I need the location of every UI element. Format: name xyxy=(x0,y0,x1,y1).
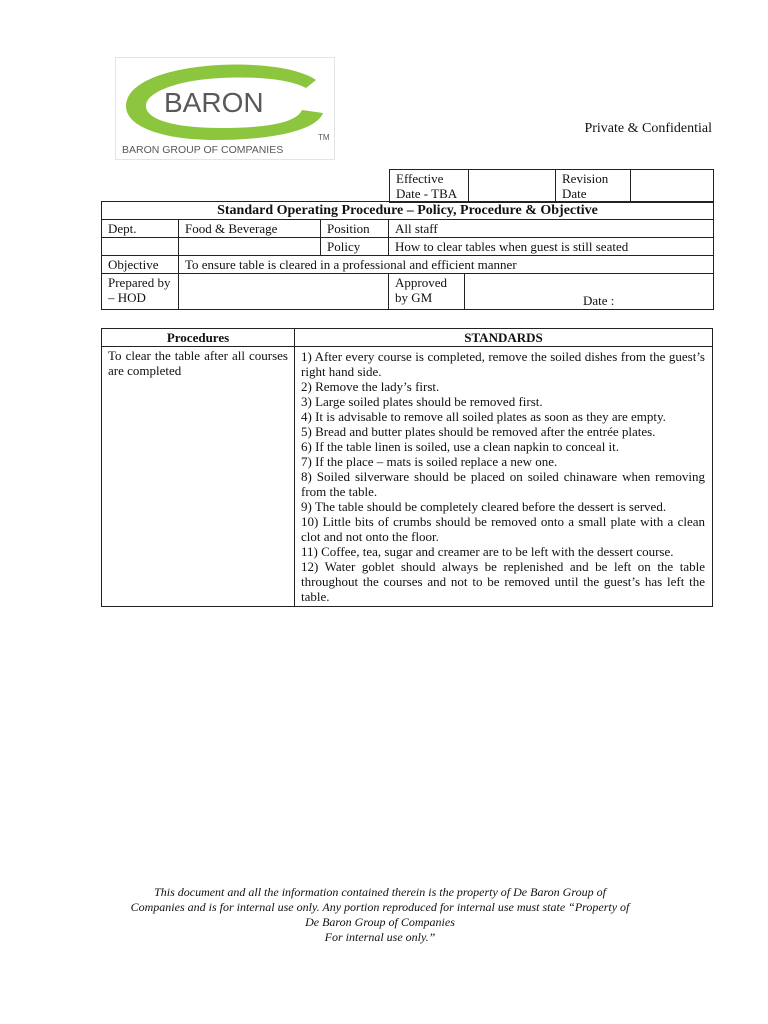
footer-disclaimer xyxy=(100,885,660,945)
objective-value: To ensure table is cleared in a professional and efficient manner xyxy=(179,256,714,274)
company-logo xyxy=(115,57,335,160)
prepared-label: Prepared by – HOD xyxy=(102,274,179,310)
standard-item: 12) Water goblet should always be replenished and be left on the table throughout the courses and not to be removed until the guest’s has left the table. xyxy=(301,559,705,604)
footer-line: De Baron Group of Companies xyxy=(305,915,455,929)
procedures-header: Procedures xyxy=(102,329,295,347)
baron-logo-icon xyxy=(116,58,336,161)
standard-item: 10) Little bits of crumbs should be removed onto a small plate with a clean clot and not onto the floor. xyxy=(301,514,705,544)
standard-item: 3) Large soiled plates should be removed first. xyxy=(301,394,543,409)
standard-item: 6) If the table linen is soiled, use a clean napkin to conceal it. xyxy=(301,439,620,454)
revision-date-value xyxy=(631,170,714,203)
confidential-label: Private & Confidential xyxy=(584,121,712,136)
policy-value: How to clear tables when guest is still seated xyxy=(389,238,714,256)
procedure-text: To clear the table after all courses are completed xyxy=(102,347,295,607)
position-value: All staff xyxy=(389,220,714,238)
sop-title: Standard Operating Procedure – Policy, Procedure & Objective xyxy=(102,202,714,220)
footer-line: Companies and is for internal use only. Any portion reproduced for internal use must state “Property of xyxy=(130,900,630,914)
prepared-value xyxy=(179,274,389,310)
standard-item: 8) Soiled silverware should be placed on soiled chinaware when removing from the table. xyxy=(301,469,705,499)
standard-item: 2) Remove the lady’s first. xyxy=(301,379,440,394)
date-label: Date : xyxy=(465,274,714,310)
logo-text: BARON xyxy=(164,87,264,118)
dept-label: Dept. xyxy=(102,220,179,238)
effective-date-value xyxy=(469,170,556,203)
standard-item: 1) After every course is completed, remove the soiled dishes from the guest’s right hand side. xyxy=(301,349,705,379)
logo-tm: TM xyxy=(318,133,330,142)
effective-date-label: Effective Date - TBA xyxy=(390,170,469,203)
revision-date-label: Revision Date xyxy=(556,170,631,203)
dept-empty xyxy=(102,238,179,256)
objective-label: Objective xyxy=(102,256,179,274)
standards-list xyxy=(295,347,713,607)
sop-table xyxy=(101,201,714,310)
standards-header: STANDARDS xyxy=(295,329,713,347)
approved-label: Approved by GM xyxy=(389,274,465,310)
position-label: Position xyxy=(321,220,389,238)
policy-label: Policy xyxy=(321,238,389,256)
standard-item: 11) Coffee, tea, sugar and creamer are to be left with the dessert course. xyxy=(301,544,674,559)
logo-subtitle: BARON GROUP OF COMPANIES xyxy=(122,144,284,156)
standard-item: 5) Bread and butter plates should be removed after the entrée plates. xyxy=(301,424,656,439)
footer-line: This document and all the information contained therein is the property of De Baron Group of xyxy=(154,885,606,899)
standard-item: 7) If the place – mats is soiled replace a new one. xyxy=(301,454,558,469)
standard-item: 4) It is advisable to remove all soiled plates as soon as they are empty. xyxy=(301,409,666,424)
footer-line: For internal use only.” xyxy=(324,930,436,944)
procedures-table xyxy=(101,328,713,607)
dept-value: Food & Beverage xyxy=(179,220,321,238)
standard-item: 9) The table should be completely cleared before the dessert is served. xyxy=(301,499,667,514)
effective-date-table xyxy=(389,169,714,203)
dept-empty-2 xyxy=(179,238,321,256)
